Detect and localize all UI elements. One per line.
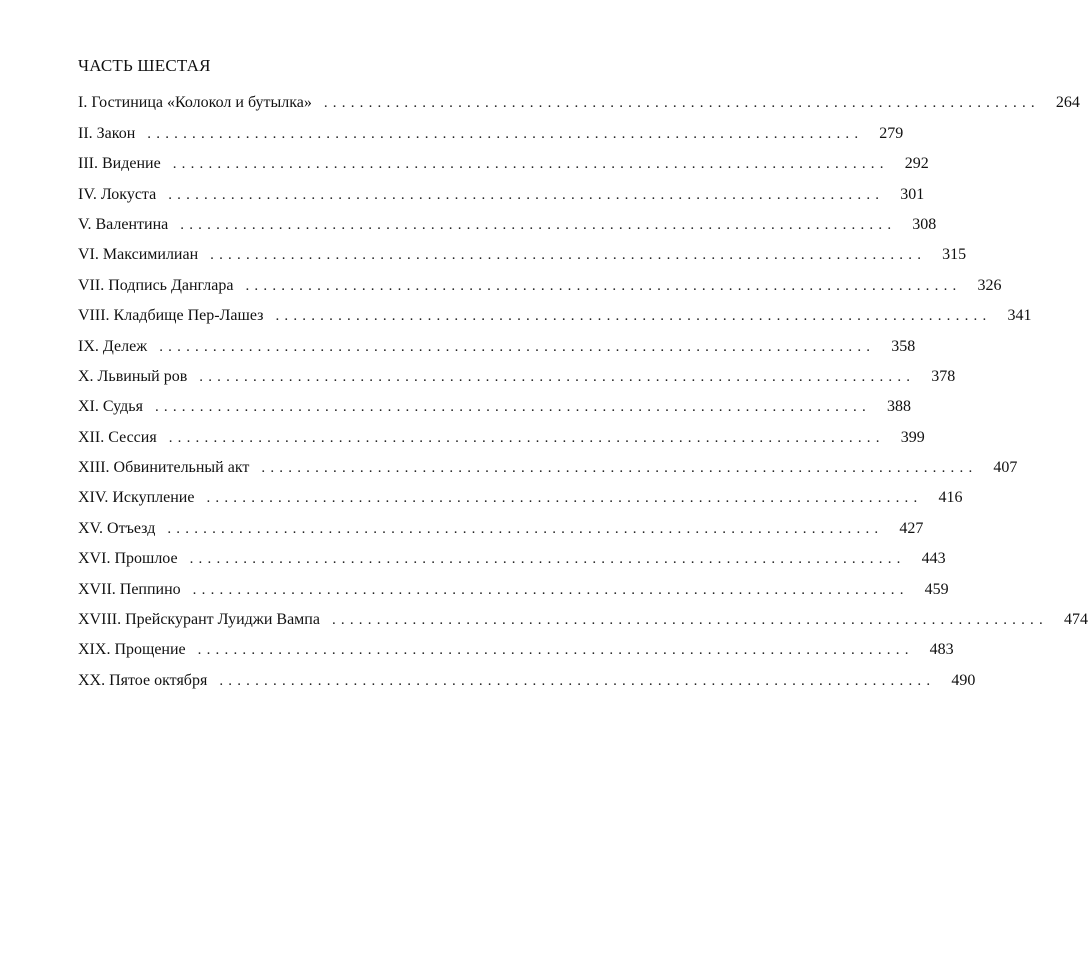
toc-entry: [78, 663, 976, 693]
dot-leader: ................................................................................: [245, 277, 962, 294]
page-number: 490: [951, 671, 976, 689]
toc-entry: [78, 329, 916, 359]
toc-entry: [78, 268, 1002, 298]
chapter-title: IV. Локуста: [78, 185, 157, 203]
page-number: 407: [993, 459, 1018, 477]
chapter-title: VI. Максимилиан: [78, 246, 199, 264]
dot-leader: ................................................................................: [197, 642, 914, 659]
dot-leader: ................................................................................: [159, 338, 876, 355]
page-number: 326: [977, 276, 1002, 294]
page-number: 388: [886, 398, 911, 416]
chapter-title: III. Видение: [78, 155, 161, 173]
page-number: 341: [1007, 307, 1032, 325]
toc-entry: [78, 390, 911, 420]
dot-leader: ................................................................................: [331, 612, 1048, 629]
toc-entry: [78, 299, 1032, 329]
chapter-title: XV. Отъезд: [78, 519, 156, 537]
dot-leader: ................................................................................: [189, 551, 906, 568]
chapter-title: XVII. Пеппино: [78, 580, 181, 598]
toc-entry: [78, 86, 1080, 116]
chapter-title: XIV. Искупление: [78, 489, 195, 507]
toc-entry: [78, 572, 949, 602]
page-number: 378: [931, 367, 956, 385]
dot-leader: ................................................................................: [275, 308, 992, 325]
toc-entry: [78, 238, 967, 268]
chapter-title: XVI. Прошлое: [78, 550, 178, 568]
page-number: 308: [912, 215, 937, 233]
chapter-title: IX. Дележ: [78, 337, 148, 355]
page-number: 292: [904, 155, 929, 173]
page-number: 416: [938, 489, 963, 507]
dot-leader: ................................................................................: [219, 672, 936, 689]
toc-entry: [78, 147, 929, 177]
chapter-title: XX. Пятое октября: [78, 671, 208, 689]
page-number: 301: [900, 185, 925, 203]
chapter-title: II. Закон: [78, 124, 136, 142]
chapter-title: XI. Судья: [78, 398, 143, 416]
toc-entry: [78, 481, 963, 511]
dot-leader: ................................................................................: [323, 95, 1040, 112]
dot-leader: ................................................................................: [206, 490, 923, 507]
dot-leader: ................................................................................: [192, 581, 909, 598]
chapter-title: V. Валентина: [78, 215, 169, 233]
page-number: 459: [924, 580, 949, 598]
page-number: 358: [891, 337, 916, 355]
dot-leader: ................................................................................: [147, 125, 864, 142]
page-number: 399: [900, 428, 925, 446]
dot-leader: ................................................................................: [172, 156, 889, 173]
toc-entry: [78, 511, 924, 541]
toc-entry: [78, 116, 904, 146]
chapter-title: X. Львиный ров: [78, 367, 188, 385]
dot-leader: ................................................................................: [199, 368, 916, 385]
chapter-title: XIII. Обвинительный акт: [78, 459, 250, 477]
chapter-title: XVIII. Прейскурант Луиджи Вампа: [78, 611, 320, 629]
dot-leader: ................................................................................: [154, 399, 871, 416]
chapter-title: XII. Сессия: [78, 428, 157, 446]
chapter-title: I. Гостиница «Колокол и бутылка»: [78, 94, 312, 112]
toc-entry: [78, 542, 946, 572]
dot-leader: ................................................................................: [168, 429, 885, 446]
page-number: 315: [942, 246, 967, 264]
chapter-title: VII. Подпись Данглара: [78, 276, 234, 294]
page-number: 264: [1055, 94, 1080, 112]
toc-entry: [78, 451, 1018, 481]
toc-entry: [78, 360, 956, 390]
toc-entry: [78, 420, 925, 450]
page-number: 474: [1063, 611, 1088, 629]
dot-leader: ................................................................................: [180, 216, 897, 233]
page-number: 427: [899, 519, 924, 537]
page-number: 279: [879, 124, 904, 142]
page-number: 483: [929, 641, 954, 659]
part-title: ЧАСТЬ ШЕСТАЯ: [78, 56, 211, 75]
toc-entry: [78, 208, 937, 238]
dot-leader: ................................................................................: [261, 460, 978, 477]
dot-leader: ................................................................................: [210, 247, 927, 264]
page-number: 443: [921, 550, 946, 568]
toc-entry: [78, 633, 954, 663]
dot-leader: ................................................................................: [168, 186, 885, 203]
chapter-title: VIII. Кладбище Пер-Лашез: [78, 307, 264, 325]
toc-entry: [78, 603, 1088, 633]
dot-leader: ................................................................................: [167, 520, 884, 537]
chapter-title: XIX. Прощение: [78, 641, 186, 659]
toc-entry: [78, 177, 925, 207]
table-of-contents: [78, 86, 1088, 694]
